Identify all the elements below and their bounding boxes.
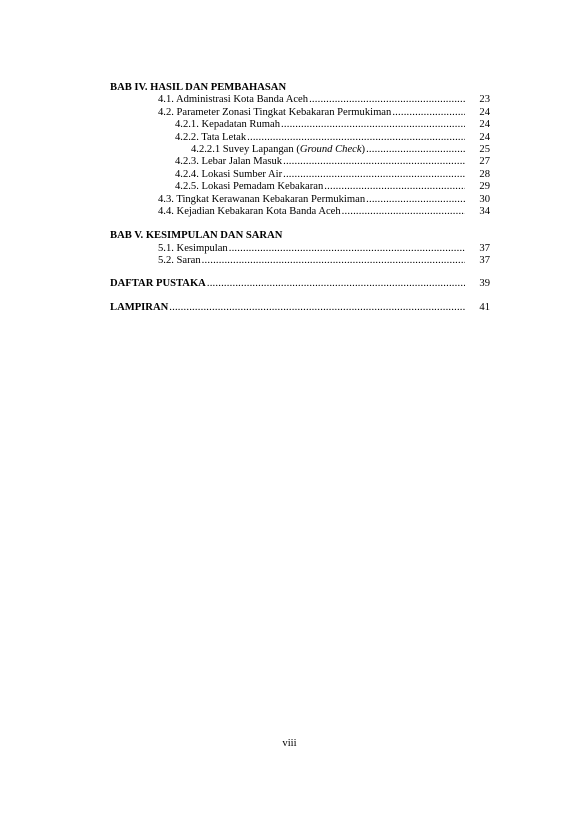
toc-entry[interactable] [110,144,490,156]
toc-chapter-title: BAB IV. HASIL DAN PEMBAHASAN [110,81,287,93]
toc-entry-label: 4.1. Administrasi Kota Banda Aceh [158,94,309,106]
toc-entry-page: 37 [479,242,490,254]
toc-entry-page: 30 [479,193,490,205]
toc-entry-daftar-pustaka[interactable] [110,278,490,290]
toc-entry[interactable] [110,243,490,255]
toc-entry-page: 23 [479,94,490,106]
toc-entry-page: 27 [479,156,490,168]
toc-entry-page: 34 [479,205,490,217]
toc-entry-page: 24 [479,106,490,118]
toc-entry[interactable] [110,206,490,218]
dot-leader [281,119,465,131]
toc-entry-page: 28 [479,168,490,180]
toc-entry-label: 4.4. Kejadian Kebakaran Kota Banda Aceh [158,205,341,217]
toc-entry-page: 37 [479,255,490,267]
dot-leader [247,132,465,144]
toc-entry-page: 24 [479,119,490,131]
toc-entry[interactable] [110,94,490,106]
spacer [110,291,490,302]
dot-leader [207,278,465,290]
spacer [110,267,490,278]
toc-entry-page: 41 [479,301,490,313]
dot-leader [366,194,465,206]
dot-leader [202,255,465,267]
toc-entry-page: 39 [479,278,490,290]
toc-entry-label: LAMPIRAN [110,301,169,313]
page-number: viii [282,738,297,749]
toc-entry-label: 4.2.3. Lebar Jalan Masuk [175,156,283,168]
dot-leader [229,243,465,255]
toc-entry-label: 4.2.5. Lokasi Pemadam Kebakaran [175,181,324,193]
toc-entry-label-post: ) [361,143,366,155]
dot-leader [283,156,465,168]
toc-entry[interactable] [110,107,490,119]
toc-entry-label [191,144,365,156]
table-of-contents [110,82,490,314]
toc-entry[interactable] [110,255,490,267]
toc-entry[interactable] [110,194,490,206]
toc-entry-label: DAFTAR PUSTAKA [110,278,206,290]
toc-entry-label: 5.1. Kesimpulan [158,242,228,254]
toc-entry-lampiran[interactable] [110,302,490,314]
toc-entry[interactable] [110,181,490,193]
toc-entry-label: 5.2. Saran [158,255,201,267]
toc-entry-label: 4.2.1. Kepadatan Rumah [175,119,281,131]
dot-leader [283,169,465,181]
toc-entry[interactable] [110,132,490,144]
spacer [110,218,490,230]
toc-entry-label-pre: 4.2.2.1 Suvey Lapangan ( [191,143,300,155]
toc-entry-page: 25 [479,143,490,155]
toc-entry-label: 4.3. Tingkat Kerawanan Kebakaran Permukiman [158,193,366,205]
dot-leader [342,206,465,218]
toc-chapter-heading [110,82,490,94]
toc-chapter-heading [110,230,490,242]
dot-leader [324,181,465,193]
toc-entry-label: 4.2. Parameter Zonasi Tingkat Kebakaran Permukiman [158,106,392,118]
dot-leader [366,144,465,156]
toc-chapter-title: BAB V. KESIMPULAN DAN SARAN [110,230,283,242]
toc-entry[interactable] [110,169,490,181]
toc-entry-label: 4.2.2. Tata Letak [175,131,247,143]
toc-entry-label: 4.2.4. Lokasi Sumber Air [175,168,283,180]
toc-entry-label-italic: Ground Check [299,143,362,155]
toc-entry[interactable] [110,119,490,131]
toc-entry-page: 29 [479,181,490,193]
toc-entry[interactable] [110,156,490,168]
dot-leader [309,94,465,106]
dot-leader [392,107,465,119]
toc-entry-page: 24 [479,131,490,143]
dot-leader [169,302,465,314]
